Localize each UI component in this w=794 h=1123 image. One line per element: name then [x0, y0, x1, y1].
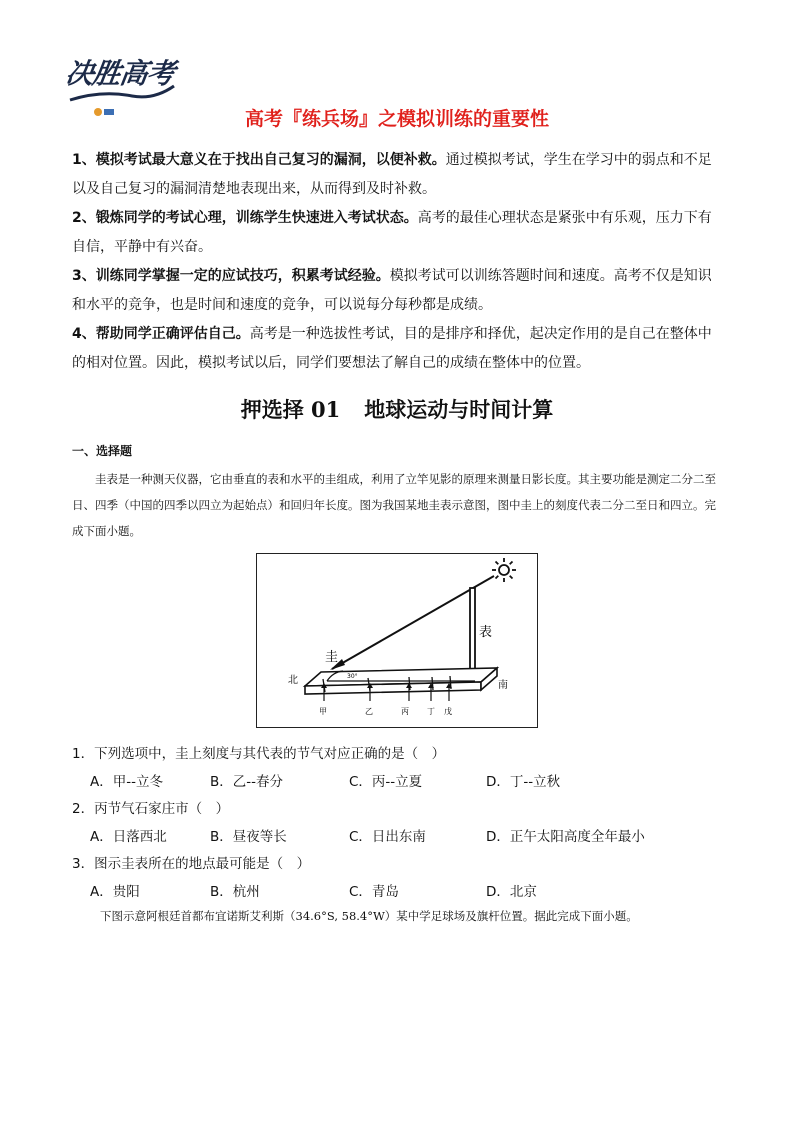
section-title-part1: 押选择 01 [240, 397, 341, 422]
question-1: 1．下列选项中，圭上刻度与其代表的节气对应正确的是（ ） [72, 746, 446, 762]
mark-jia: 甲 [319, 707, 327, 716]
option-b[interactable]: B．乙--春分 [210, 774, 284, 790]
mark-wu: 戊 [444, 707, 452, 716]
option-c[interactable]: C．丙--立夏 [349, 774, 423, 790]
option-a[interactable]: A．日落西北 [90, 829, 167, 845]
intro-item [72, 146, 724, 204]
label-angle: 30° [347, 673, 358, 680]
intro-item-bold: 1、模拟考试最大意义在于找出自己复习的漏洞，以便补救。 [72, 152, 446, 168]
page-title: 高考『练兵场』之模拟训练的重要性 [244, 108, 549, 130]
logo-text: 决胜高考 [63, 57, 177, 90]
mark-yi: 乙 [365, 707, 373, 716]
intro-item-bold: 3、训练同学掌握一定的应试技巧，积累考试经验。 [72, 268, 390, 284]
intro-item-text: 高考的最佳心理状态是紧张中有乐观，压力下有自信，平静中有兴奋。 [72, 210, 712, 255]
label-north: 北 [288, 675, 298, 686]
option-b[interactable]: B．昼夜等长 [210, 829, 287, 845]
option-c[interactable]: C．日出东南 [349, 829, 426, 845]
mark-ding: 丁 [427, 707, 435, 716]
label-gui: 圭 [325, 650, 339, 665]
section-title [0, 394, 794, 424]
mark-bing: 丙 [401, 707, 409, 716]
intro-item-bold: 2、锻炼同学的考试心理，训练学生快速进入考试状态。 [72, 210, 418, 226]
intro-item [72, 204, 724, 262]
question-2: 2．丙节气石家庄市（ ） [72, 801, 230, 817]
intro-list [72, 146, 724, 378]
intro-item [72, 262, 724, 320]
option-b[interactable]: B．杭州 [210, 884, 260, 900]
option-c[interactable]: C．青岛 [349, 884, 399, 900]
option-a[interactable]: A．甲--立冬 [90, 774, 163, 790]
intro-item-text: 通过模拟考试，学生在学习中的弱点和不足以及自己复习的漏洞清楚地表现出来，从而得到及时补救。 [72, 152, 712, 197]
option-d[interactable]: D．丁--立秋 [486, 774, 561, 790]
sub-heading: 一、选择题 [72, 444, 133, 458]
intro-item [72, 320, 724, 378]
section-title-part2: 地球运动与时间计算 [364, 397, 554, 422]
sun-icon [492, 558, 516, 582]
option-d[interactable]: D．北京 [486, 884, 537, 900]
next-question-stem: 下图示意阿根廷首都布宜诺斯艾利斯（34.6°S, 58.4°W）某中学足球场及旗杆位置。据此完成下面小题。 [100, 909, 638, 923]
intro-item-text: 高考是一种选拔性考试，目的是排序和择优，起决定作用的是自己在整体中的相对位置。因此，模拟考试以后，同学们要想法了解自己的成绩在整体中的位置。 [72, 326, 712, 371]
intro-item-bold: 4、帮助同学正确评估自己。 [72, 326, 250, 342]
option-a[interactable]: A．贵阳 [90, 884, 140, 900]
label-biao: 表 [479, 625, 493, 640]
label-south: 南 [498, 680, 508, 691]
question-stem: 圭表是一种测天仪器，它由垂直的表和水平的圭组成，利用了立竿见影的原理来测量日影长度。其主要功能是测定二分二至日、四季（中国的四季以四立为起始点）和回归年长度。图为我国某地圭表示意图，图中圭上的刻度代表二分二至日和四立。完成下面小题。 [72, 472, 716, 538]
guibiao-figure [256, 553, 538, 728]
option-d[interactable]: D．正午太阳高度全年最小 [486, 829, 645, 845]
question-3: 3．图示圭表所在的地点最可能是（ ） [72, 856, 311, 872]
intro-item-text: 模拟考试可以训练答题时间和速度。高考不仅是知识和水平的竞争，也是时间和速度的竞争，可以说每分每秒都是成绩。 [72, 268, 712, 313]
